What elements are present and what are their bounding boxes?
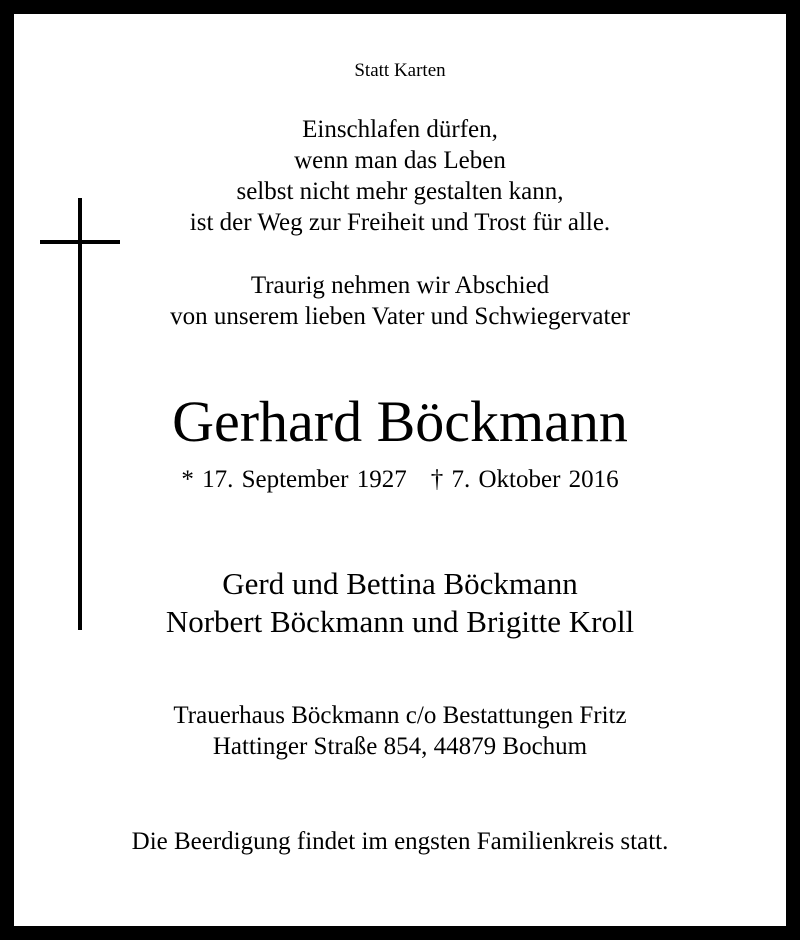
address-line: Trauerhaus Böckmann c/o Bestattungen Fritz xyxy=(173,702,627,729)
life-dates xyxy=(14,466,786,494)
verse xyxy=(14,114,786,238)
farewell-line: von unserem lieben Vater und Schwiegervater xyxy=(170,303,630,330)
mourning-address xyxy=(14,700,786,762)
deceased-name: Gerhard Böckmann xyxy=(172,389,628,454)
cross-horizontal-bar xyxy=(40,240,120,244)
funeral-note: Die Beerdigung findet im engsten Familienkreis statt. xyxy=(131,828,669,855)
death-date: † 7. Oktober 2016 xyxy=(430,466,619,493)
header-statt-karten: Statt Karten xyxy=(354,60,446,81)
mourner-line: Gerd und Bettina Böckmann xyxy=(222,566,578,601)
verse-line: wenn man das Leben xyxy=(294,147,506,174)
farewell-line: Traurig nehmen wir Abschied xyxy=(250,272,550,299)
mourners xyxy=(14,565,786,641)
birth-date: * 17. September 1927 xyxy=(181,466,407,493)
verse-line: selbst nicht mehr gestalten kann, xyxy=(236,178,564,205)
address-line: Hattinger Straße 854, 44879 Bochum xyxy=(212,733,588,760)
mourner-line: Norbert Böckmann und Brigitte Kroll xyxy=(165,604,635,639)
verse-line: ist der Weg zur Freiheit und Trost für alle. xyxy=(189,209,611,236)
farewell-text xyxy=(14,270,786,332)
verse-line: Einschlafen dürfen, xyxy=(302,116,498,143)
